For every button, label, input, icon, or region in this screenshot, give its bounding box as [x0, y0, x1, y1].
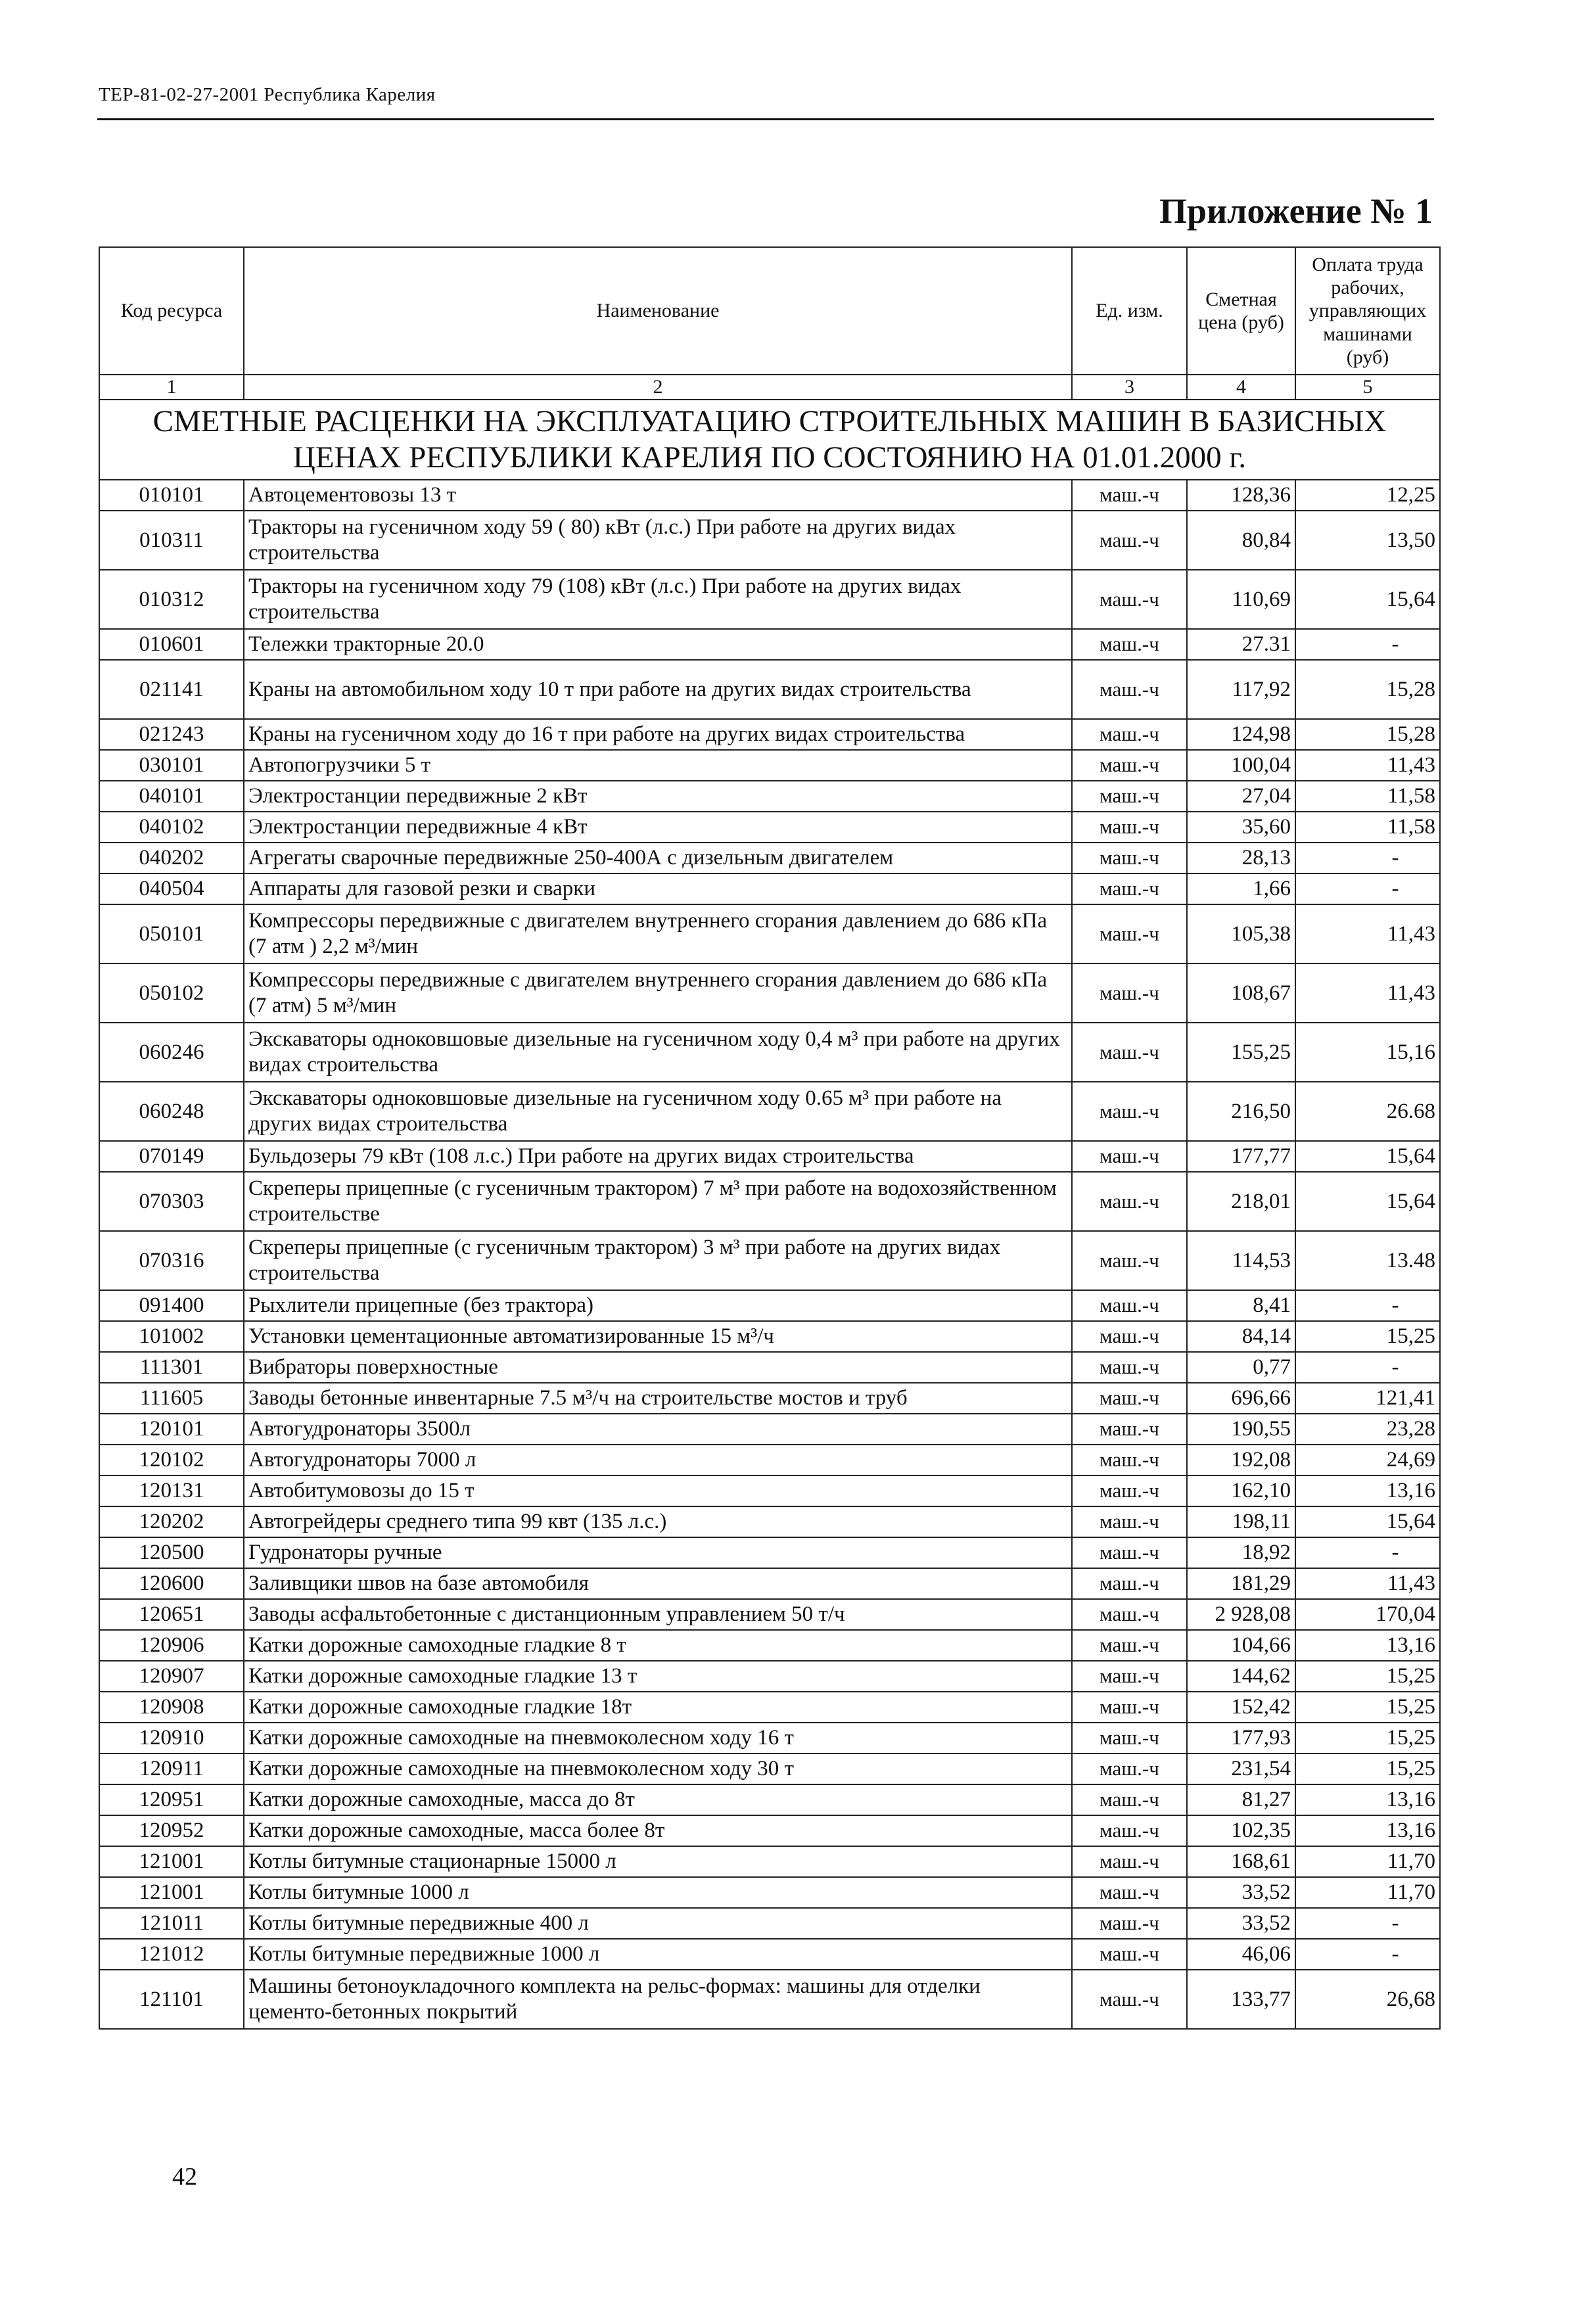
table-row: [99, 1970, 1440, 2029]
resource-code-cell: 040101: [99, 781, 244, 812]
resource-code-cell: 040504: [99, 873, 244, 904]
resource-name-cell: Катки дорожные самоходные на пневмоколесном ходу 16 т: [244, 1723, 1072, 1754]
table-row: [99, 1723, 1440, 1754]
wage-cell: 11,43: [1295, 1568, 1440, 1599]
price-cell: 181,29: [1187, 1568, 1295, 1599]
price-cell: 231,54: [1187, 1754, 1295, 1784]
price-cell: 33,52: [1187, 1908, 1295, 1939]
price-cell: 46,06: [1187, 1939, 1295, 1970]
unit-cell: маш.-ч: [1072, 964, 1187, 1023]
resource-code-cell: 120910: [99, 1723, 244, 1754]
price-cell: 144,62: [1187, 1661, 1295, 1692]
wage-cell: -: [1295, 1537, 1440, 1568]
table-row: [99, 1321, 1440, 1352]
resource-name-cell: Компрессоры передвижные с двигателем внутреннего сгорания давлением до 686 кПа (7 атм) 5 м³/мин: [244, 964, 1072, 1023]
column-number: 4: [1187, 375, 1295, 400]
table-row: [99, 1846, 1440, 1877]
resource-name-cell: Электростанции передвижные 4 кВт: [244, 812, 1072, 843]
resource-name-cell: Скреперы прицепные (с гусеничным трактором) 3 м³ при работе на других видах строительства: [244, 1231, 1072, 1290]
wage-cell: -: [1295, 1908, 1440, 1939]
resource-code-cell: 120908: [99, 1692, 244, 1723]
price-cell: 177,93: [1187, 1723, 1295, 1754]
price-cell: 168,61: [1187, 1846, 1295, 1877]
column-header-row: [99, 247, 1440, 375]
wage-cell: 11,43: [1295, 964, 1440, 1023]
wage-cell: 121,41: [1295, 1383, 1440, 1414]
unit-cell: маш.-ч: [1072, 570, 1187, 629]
unit-cell: маш.-ч: [1072, 1568, 1187, 1599]
unit-cell: маш.-ч: [1072, 1754, 1187, 1784]
wage-cell: 11,43: [1295, 750, 1440, 781]
table-row: [99, 1877, 1440, 1908]
wage-cell: 24,69: [1295, 1445, 1440, 1476]
table-row: [99, 1506, 1440, 1537]
price-cell: 81,27: [1187, 1784, 1295, 1815]
resource-code-cell: 111301: [99, 1352, 244, 1383]
unit-cell: маш.-ч: [1072, 1506, 1187, 1537]
table-row: [99, 1476, 1440, 1506]
price-cell: 128,36: [1187, 480, 1295, 511]
resource-code-cell: 060246: [99, 1023, 244, 1082]
unit-cell: маш.-ч: [1072, 1290, 1187, 1321]
table-row: [99, 1630, 1440, 1661]
unit-cell: маш.-ч: [1072, 1352, 1187, 1383]
price-cell: 8,41: [1187, 1290, 1295, 1321]
resource-name-cell: Экскаваторы одноковшовые дизельные на гусеничном ходу 0,4 м³ при работе на других видах строительства: [244, 1023, 1072, 1082]
table-body: [99, 480, 1440, 2029]
resource-code-cell: 120500: [99, 1537, 244, 1568]
table-row: [99, 1172, 1440, 1231]
resource-code-cell: 120600: [99, 1568, 244, 1599]
unit-cell: маш.-ч: [1072, 629, 1187, 660]
unit-cell: маш.-ч: [1072, 750, 1187, 781]
resource-code-cell: 120952: [99, 1815, 244, 1846]
price-cell: 198,11: [1187, 1506, 1295, 1537]
resource-code-cell: 121001: [99, 1877, 244, 1908]
unit-cell: маш.-ч: [1072, 843, 1187, 873]
unit-cell: маш.-ч: [1072, 1599, 1187, 1630]
resource-code-cell: 121011: [99, 1908, 244, 1939]
column-header-code: Код ресурса: [99, 247, 244, 375]
unit-cell: маш.-ч: [1072, 511, 1187, 570]
price-cell: 162,10: [1187, 1476, 1295, 1506]
resource-code-cell: 050102: [99, 964, 244, 1023]
resource-code-cell: 121001: [99, 1846, 244, 1877]
column-header-price: Сметная цена (руб): [1187, 247, 1295, 375]
price-cell: 18,92: [1187, 1537, 1295, 1568]
resource-name-cell: Катки дорожные самоходные гладкие 8 т: [244, 1630, 1072, 1661]
price-cell: 190,55: [1187, 1414, 1295, 1445]
resource-name-cell: Рыхлители прицепные (без трактора): [244, 1290, 1072, 1321]
resource-code-cell: 040102: [99, 812, 244, 843]
unit-cell: маш.-ч: [1072, 1846, 1187, 1877]
unit-cell: маш.-ч: [1072, 1877, 1187, 1908]
unit-cell: маш.-ч: [1072, 1661, 1187, 1692]
resource-code-cell: 040202: [99, 843, 244, 873]
table-row: [99, 1290, 1440, 1321]
column-header-wage: Оплата труда рабочих, управляющих машинами (руб): [1295, 247, 1440, 375]
resource-code-cell: 010312: [99, 570, 244, 629]
unit-cell: маш.-ч: [1072, 1231, 1187, 1290]
wage-cell: 13,16: [1295, 1784, 1440, 1815]
table-row: [99, 480, 1440, 511]
wage-cell: 15,25: [1295, 1661, 1440, 1692]
unit-cell: маш.-ч: [1072, 1172, 1187, 1231]
resource-name-cell: Тракторы на гусеничном ходу 79 (108) кВт (л.с.) При работе на других видах строительства: [244, 570, 1072, 629]
resource-name-cell: Автоцементовозы 13 т: [244, 480, 1072, 511]
resource-code-cell: 120101: [99, 1414, 244, 1445]
table-row: [99, 570, 1440, 629]
wage-cell: 11,43: [1295, 904, 1440, 964]
column-number: 1: [99, 375, 244, 400]
resource-name-cell: Котлы битумные передвижные 400 л: [244, 1908, 1072, 1939]
unit-cell: маш.-ч: [1072, 1939, 1187, 1970]
wage-cell: 26.68: [1295, 1082, 1440, 1141]
price-cell: 696,66: [1187, 1383, 1295, 1414]
unit-cell: маш.-ч: [1072, 719, 1187, 750]
price-cell: 28,13: [1187, 843, 1295, 873]
wage-cell: 15,25: [1295, 1723, 1440, 1754]
resource-name-cell: Гудронаторы ручные: [244, 1537, 1072, 1568]
resource-code-cell: 060248: [99, 1082, 244, 1141]
unit-cell: маш.-ч: [1072, 1445, 1187, 1476]
unit-cell: маш.-ч: [1072, 480, 1187, 511]
price-cell: 216,50: [1187, 1082, 1295, 1141]
table-row: [99, 1692, 1440, 1723]
wage-cell: 13,16: [1295, 1815, 1440, 1846]
unit-cell: маш.-ч: [1072, 1082, 1187, 1141]
resource-code-cell: 111605: [99, 1383, 244, 1414]
table-row: [99, 1352, 1440, 1383]
unit-cell: маш.-ч: [1072, 1023, 1187, 1082]
wage-cell: -: [1295, 873, 1440, 904]
resource-name-cell: Котлы битумные 1000 л: [244, 1877, 1072, 1908]
price-cell: 100,04: [1187, 750, 1295, 781]
resource-name-cell: Автобитумовозы до 15 т: [244, 1476, 1072, 1506]
wage-cell: 15,64: [1295, 1172, 1440, 1231]
price-cell: 105,38: [1187, 904, 1295, 964]
resource-name-cell: Электростанции передвижные 2 кВт: [244, 781, 1072, 812]
wage-cell: -: [1295, 1290, 1440, 1321]
price-cell: 192,08: [1187, 1445, 1295, 1476]
wage-cell: 15,64: [1295, 1506, 1440, 1537]
wage-cell: -: [1295, 1352, 1440, 1383]
resource-name-cell: Заводы асфальтобетонные с дистанционным управлением 50 т/ч: [244, 1599, 1072, 1630]
table-row: [99, 1537, 1440, 1568]
resource-name-cell: Автогудронаторы 7000 л: [244, 1445, 1072, 1476]
unit-cell: маш.-ч: [1072, 1630, 1187, 1661]
unit-cell: маш.-ч: [1072, 1383, 1187, 1414]
resource-name-cell: Экскаваторы одноковшовые дизельные на гусеничном ходу 0.65 м³ при работе на других видах строительства: [244, 1082, 1072, 1141]
resource-name-cell: Машины бетоноукладочного комплекта на рельс-формах: машины для отделки цементо-бетонных покрытий: [244, 1970, 1072, 2029]
unit-cell: маш.-ч: [1072, 1908, 1187, 1939]
unit-cell: маш.-ч: [1072, 1476, 1187, 1506]
resource-code-cell: 070316: [99, 1231, 244, 1290]
resource-code-cell: 120651: [99, 1599, 244, 1630]
resource-name-cell: Котлы битумные передвижные 1000 л: [244, 1939, 1072, 1970]
resource-name-cell: Скреперы прицепные (с гусеничным трактором) 7 м³ при работе на водохозяйственном строительстве: [244, 1172, 1072, 1231]
price-cell: 108,67: [1187, 964, 1295, 1023]
unit-cell: маш.-ч: [1072, 1815, 1187, 1846]
unit-cell: маш.-ч: [1072, 812, 1187, 843]
table-row: [99, 904, 1440, 964]
resource-code-cell: 070303: [99, 1172, 244, 1231]
table-row: [99, 750, 1440, 781]
resource-code-cell: 050101: [99, 904, 244, 964]
wage-cell: 11,58: [1295, 812, 1440, 843]
wage-cell: 170,04: [1295, 1599, 1440, 1630]
unit-cell: маш.-ч: [1072, 1414, 1187, 1445]
price-cell: 0,77: [1187, 1352, 1295, 1383]
table-row: [99, 629, 1440, 660]
resource-code-cell: 010601: [99, 629, 244, 660]
table-row: [99, 719, 1440, 750]
table-row: [99, 660, 1440, 719]
table-row: [99, 1599, 1440, 1630]
table-row: [99, 1661, 1440, 1692]
wage-cell: 13,50: [1295, 511, 1440, 570]
resource-name-cell: Краны на автомобильном ходу 10 т при работе на других видах строительства: [244, 660, 1072, 719]
price-cell: 2 928,08: [1187, 1599, 1295, 1630]
wage-cell: 12,25: [1295, 480, 1440, 511]
resource-name-cell: Катки дорожные самоходные гладкие 13 т: [244, 1661, 1072, 1692]
wage-cell: 11,70: [1295, 1846, 1440, 1877]
resource-code-cell: 091400: [99, 1290, 244, 1321]
resource-code-cell: 120911: [99, 1754, 244, 1784]
price-cell: 35,60: [1187, 812, 1295, 843]
resource-name-cell: Тележки тракторные 20.0: [244, 629, 1072, 660]
resource-name-cell: Компрессоры передвижные с двигателем внутреннего сгорания давлением до 686 кПа (7 атм ) 2,2 м³/мин: [244, 904, 1072, 964]
table-row: [99, 1939, 1440, 1970]
unit-cell: маш.-ч: [1072, 1692, 1187, 1723]
price-cell: 218,01: [1187, 1172, 1295, 1231]
table-row: [99, 1023, 1440, 1082]
table-row: [99, 511, 1440, 570]
resource-name-cell: Аппараты для газовой резки и сварки: [244, 873, 1072, 904]
column-number: 3: [1072, 375, 1187, 400]
column-number: 5: [1295, 375, 1440, 400]
wage-cell: 26,68: [1295, 1970, 1440, 2029]
table-row: [99, 1414, 1440, 1445]
header-divider: [97, 118, 1434, 120]
price-cell: 27,04: [1187, 781, 1295, 812]
resource-code-cell: 120906: [99, 1630, 244, 1661]
table-row: [99, 1754, 1440, 1784]
price-cell: 33,52: [1187, 1877, 1295, 1908]
wage-cell: -: [1295, 1939, 1440, 1970]
wage-cell: 15,28: [1295, 719, 1440, 750]
wage-cell: 11,58: [1295, 781, 1440, 812]
resource-code-cell: 120951: [99, 1784, 244, 1815]
resource-name-cell: Котлы битумные стационарные 15000 л: [244, 1846, 1072, 1877]
resource-name-cell: Тракторы на гусеничном ходу 59 ( 80) кВт (л.с.) При работе на других видах строительства: [244, 511, 1072, 570]
price-cell: 102,35: [1187, 1815, 1295, 1846]
resource-code-cell: 010101: [99, 480, 244, 511]
resource-name-cell: Катки дорожные самоходные, масса более 8т: [244, 1815, 1072, 1846]
unit-cell: маш.-ч: [1072, 1970, 1187, 2029]
table-row: [99, 781, 1440, 812]
resource-code-cell: 010311: [99, 511, 244, 570]
unit-cell: маш.-ч: [1072, 1321, 1187, 1352]
price-cell: 133,77: [1187, 1970, 1295, 2029]
table-row: [99, 1815, 1440, 1846]
wage-cell: -: [1295, 629, 1440, 660]
resource-name-cell: Краны на гусеничном ходу до 16 т при работе на других видах строительства: [244, 719, 1072, 750]
wage-cell: 15,64: [1295, 1141, 1440, 1172]
price-cell: 155,25: [1187, 1023, 1295, 1082]
resource-code-cell: 121012: [99, 1939, 244, 1970]
resource-code-cell: 101002: [99, 1321, 244, 1352]
resource-name-cell: Вибраторы поверхностные: [244, 1352, 1072, 1383]
wage-cell: 11,70: [1295, 1877, 1440, 1908]
wage-cell: 15,25: [1295, 1692, 1440, 1723]
page-number: 42: [172, 2163, 197, 2191]
appendix-label: Приложение № 1: [1159, 191, 1433, 231]
table-row: [99, 1082, 1440, 1141]
unit-cell: маш.-ч: [1072, 904, 1187, 964]
resource-name-cell: Бульдозеры 79 кВт (108 л.с.) При работе на других видах строительства: [244, 1141, 1072, 1172]
table-row: [99, 964, 1440, 1023]
resource-code-cell: 120907: [99, 1661, 244, 1692]
resource-name-cell: Агрегаты сварочные передвижные 250-400А с дизельным двигателем: [244, 843, 1072, 873]
resource-name-cell: Автогрейдеры среднего типа 99 квт (135 л.с.): [244, 1506, 1072, 1537]
resource-code-cell: 120202: [99, 1506, 244, 1537]
unit-cell: маш.-ч: [1072, 1141, 1187, 1172]
column-number: 2: [244, 375, 1072, 400]
resource-name-cell: Катки дорожные самоходные на пневмоколесном ходу 30 т: [244, 1754, 1072, 1784]
resource-name-cell: Автогудронаторы 3500л: [244, 1414, 1072, 1445]
wage-cell: 23,28: [1295, 1414, 1440, 1445]
unit-cell: маш.-ч: [1072, 660, 1187, 719]
table-row: [99, 1908, 1440, 1939]
wage-cell: 15,25: [1295, 1321, 1440, 1352]
section-title-row: [99, 400, 1440, 480]
table-row: [99, 1141, 1440, 1172]
wage-cell: 15,28: [1295, 660, 1440, 719]
resource-name-cell: Автопогрузчики 5 т: [244, 750, 1072, 781]
wage-cell: 13.48: [1295, 1231, 1440, 1290]
rates-table: [99, 246, 1441, 2030]
unit-cell: маш.-ч: [1072, 781, 1187, 812]
table-row: [99, 873, 1440, 904]
wage-cell: 15,64: [1295, 570, 1440, 629]
wage-cell: -: [1295, 843, 1440, 873]
wage-cell: 13,16: [1295, 1630, 1440, 1661]
table-row: [99, 1231, 1440, 1290]
resource-code-cell: 120131: [99, 1476, 244, 1506]
price-cell: 27.31: [1187, 629, 1295, 660]
column-header-unit: Ед. изм.: [1072, 247, 1187, 375]
unit-cell: маш.-ч: [1072, 1537, 1187, 1568]
column-header-name: Наименование: [244, 247, 1072, 375]
table-row: [99, 1445, 1440, 1476]
wage-cell: 15,25: [1295, 1754, 1440, 1784]
resource-name-cell: Заливщики швов на базе автомобиля: [244, 1568, 1072, 1599]
resource-code-cell: 021243: [99, 719, 244, 750]
resource-name-cell: Катки дорожные самоходные, масса до 8т: [244, 1784, 1072, 1815]
price-cell: 117,92: [1187, 660, 1295, 719]
wage-cell: 15,16: [1295, 1023, 1440, 1082]
unit-cell: маш.-ч: [1072, 873, 1187, 904]
price-cell: 152,42: [1187, 1692, 1295, 1723]
table-row: [99, 1383, 1440, 1414]
table-row: [99, 843, 1440, 873]
price-cell: 104,66: [1187, 1630, 1295, 1661]
resource-code-cell: 030101: [99, 750, 244, 781]
resource-code-cell: 121101: [99, 1970, 244, 2029]
resource-name-cell: Установки цементационные автоматизированные 15 м³/ч: [244, 1321, 1072, 1352]
section-title: СМЕТНЫЕ РАСЦЕНКИ НА ЭКСПЛУАТАЦИЮ СТРОИТЕЛЬНЫХ МАШИН В БАЗИСНЫХ ЦЕНАХ РЕСПУБЛИКИ КАРЕЛИЯ ПО СОСТОЯНИЮ НА 01.01.2000 г.: [99, 400, 1440, 480]
table-header: [99, 247, 1440, 480]
unit-cell: маш.-ч: [1072, 1723, 1187, 1754]
price-cell: 124,98: [1187, 719, 1295, 750]
wage-cell: 13,16: [1295, 1476, 1440, 1506]
price-cell: 80,84: [1187, 511, 1295, 570]
resource-code-cell: 070149: [99, 1141, 244, 1172]
resource-code-cell: 120102: [99, 1445, 244, 1476]
price-cell: 84,14: [1187, 1321, 1295, 1352]
table-row: [99, 1568, 1440, 1599]
document-header: ТЕР-81-02-27-2001 Республика Карелия: [99, 84, 436, 105]
column-number-row: [99, 375, 1440, 400]
price-cell: 1,66: [1187, 873, 1295, 904]
resource-name-cell: Катки дорожные самоходные гладкие 18т: [244, 1692, 1072, 1723]
table-row: [99, 812, 1440, 843]
unit-cell: маш.-ч: [1072, 1784, 1187, 1815]
price-cell: 110,69: [1187, 570, 1295, 629]
price-cell: 114,53: [1187, 1231, 1295, 1290]
resource-code-cell: 021141: [99, 660, 244, 719]
price-cell: 177,77: [1187, 1141, 1295, 1172]
resource-name-cell: Заводы бетонные инвентарные 7.5 м³/ч на строительстве мостов и труб: [244, 1383, 1072, 1414]
table-row: [99, 1784, 1440, 1815]
